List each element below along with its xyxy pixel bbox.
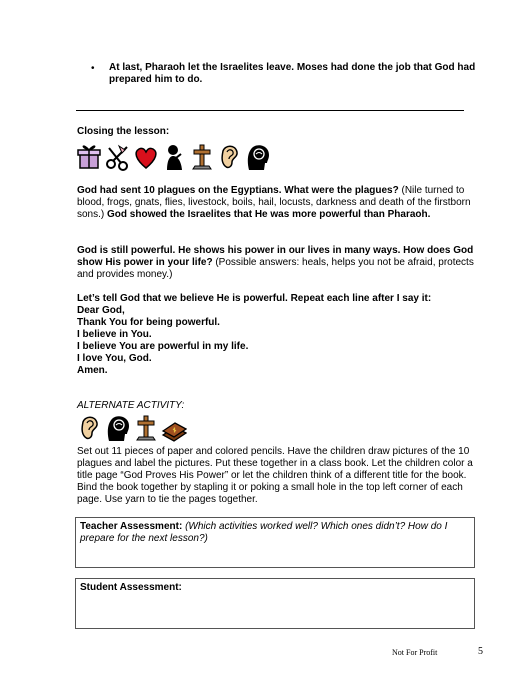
paragraph-power-answers: (Possible answers: heals, helps you not be afraid, protects and provides money.): [77, 257, 474, 280]
prayer-line: I believe in You.: [77, 329, 152, 340]
closing-heading: Closing the lesson:: [77, 126, 170, 137]
prayer-line: Dear God,: [77, 305, 125, 316]
prayer-line: Amen.: [77, 365, 108, 376]
page-number: 5: [478, 646, 483, 657]
bullet-text: At last, Pharaoh let the Israelites leave. Moses had done the job that God had prepared him to do.: [109, 62, 476, 85]
prayer-line: Thank You for being powerful.: [77, 317, 220, 328]
prayer-line: I believe You are powerful in my life.: [77, 341, 249, 352]
teacher-assessment-label: Teacher Assessment:: [80, 521, 183, 532]
ear-icon: [217, 142, 243, 172]
praying-child-icon: [161, 142, 187, 172]
paragraph-plagues-answers: (Nile turned to blood, frogs, gnats, flies, livestock, boils, hail, locusts, darkness and death of the firstborn sons.): [77, 185, 471, 220]
paragraph-plagues-question: God had sent 10 plagues on the Egyptians. What were the plagues?: [77, 185, 399, 196]
prayer-intro: Let’s tell God that we believe He is powerful. Repeat each line after I say it:: [77, 293, 432, 304]
paragraph-plagues: [77, 185, 487, 221]
divider: [76, 110, 464, 111]
ear-icon: [77, 413, 103, 443]
alternate-activity-text: Set out 11 pieces of paper and colored pencils. Have the children draw pictures of the 10 plagues and label the pictures. Put these together in a class book. Let the children color a title page “God Proves His Power” or let the children think of a different title for the book. Bind the book together by stapling it or poking a small hole in the top left corner of each page. Use yarn to tie the pages together.: [77, 446, 473, 505]
paragraph-power: [77, 245, 487, 281]
footer-text: Not For Profit: [392, 648, 438, 657]
bullet-dot: •: [91, 63, 95, 74]
cross-icon: [189, 142, 215, 172]
student-assessment-label: Student Assessment:: [80, 582, 182, 593]
bible-icon: [161, 413, 187, 443]
prayer-block: [77, 293, 487, 377]
alternate-icons: [77, 413, 187, 445]
teacher-assessment-prompt: (Which activities worked well? Which ones didn’t? How do I prepare for the next lesson?): [80, 521, 448, 544]
paragraph-plagues-conclusion: God showed the Israelites that He was more powerful than Pharaoh.: [107, 209, 431, 220]
alternate-heading: ALTERNATE ACTIVITY:: [77, 400, 185, 411]
scissors-icon: [105, 142, 131, 172]
prayer-line: I love You, God.: [77, 353, 152, 364]
teacher-assessment-box[interactable]: [75, 517, 475, 568]
gift-icon: [77, 142, 103, 172]
heart-icon: [133, 142, 159, 172]
thinking-head-icon: [105, 413, 131, 443]
student-assessment-box[interactable]: [75, 578, 475, 629]
paragraph-power-question: God is still powerful. He shows his power in our lives in many ways. How does God show His power in your life?: [77, 245, 474, 268]
closing-icons: [77, 142, 271, 174]
thinking-head-icon: [245, 142, 271, 172]
cross-icon: [133, 413, 159, 443]
